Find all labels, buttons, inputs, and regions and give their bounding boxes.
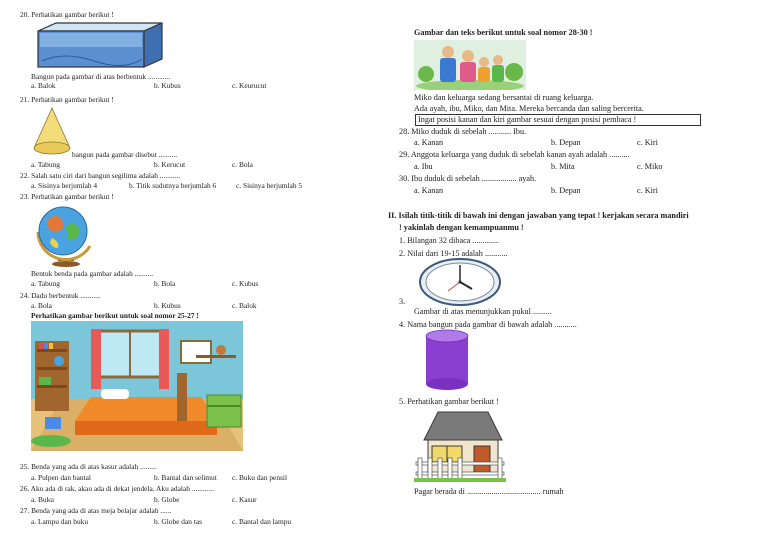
section-2-line-2: ! yakinlah dengan kemampuanmu !: [399, 223, 524, 232]
cone-icon: [32, 106, 72, 158]
q25-option-c: c. Buku dan pensil: [232, 473, 288, 482]
family-picture: [414, 40, 526, 90]
q30-option-b: b. Depan: [551, 186, 581, 195]
essay-4: 4. Nama bangun pada gambar di bawah adalah ...........: [399, 320, 577, 329]
q21-stem: bangun pada gambar disebut ..........: [72, 150, 178, 159]
q28-option-c: c. Kiri: [637, 138, 658, 147]
q25-option-b: b. Bantal dan selimut: [154, 473, 217, 482]
q29-option-b: b. Mita: [551, 162, 575, 171]
story-line-2: Ada ayah, ibu, Miko, dan Mita. Mereka bercanda dan saling bercerita.: [414, 104, 644, 113]
q29-option-c: c. Miko: [637, 162, 663, 171]
heading-25-27: Perhatikan gambar berikut untuk soal nomor 25-27 !: [31, 311, 199, 320]
q27-text: 27. Benda yang ada di atas meja belajar adalah ......: [20, 506, 172, 515]
q24-option-a: a. Bola: [31, 301, 52, 310]
q23-option-a: a. Tabung: [31, 279, 60, 288]
q23-stem: Bentuk benda pada gambar adalah ..........: [31, 269, 154, 278]
story-line-1: Miko dan keluarga sedang bersantai di ruang keluarga.: [414, 93, 594, 102]
heading-28-30: Gambar dan teks berikut untuk soal nomor 28-30 !: [414, 28, 593, 37]
q26-option-c: c. Kasur: [232, 495, 257, 504]
q27-option-b: b. Globe dan tas: [154, 517, 203, 526]
q21-text: 21. Perhatikan gambar berikut !: [20, 95, 114, 104]
globe-icon: [32, 202, 98, 268]
q28-text: 28. Miko duduk di sebelah ........... Ibu.: [399, 127, 527, 136]
q20-text: 20. Perhatikan gambar berikut !: [20, 10, 114, 19]
q25-text: 25. Benda yang ada di atas kasur adalah .........: [20, 462, 157, 471]
q30-text: 30. Ibu duduk di sebelah ................. ayah.: [399, 174, 537, 183]
house-picture: [414, 406, 506, 482]
essay-1: 1. Bilangan 32 dibaca .............: [399, 236, 500, 245]
q20-option-b: b. Kubus: [154, 81, 181, 90]
q22-option-b: b. Titik sudutnya berjumlah 6: [129, 181, 217, 190]
essay-3-number: 3.: [399, 297, 406, 306]
q24-text: 24. Dadu berbentuk ...........: [20, 291, 101, 300]
q22-option-a: a. Sisinya berjumlah 4: [31, 181, 98, 190]
note-text: Ingat posisi kanan dan kiri gambar sesuai dengan posisi pembaca !: [418, 115, 637, 124]
q30-option-a: a. Kanan: [414, 186, 444, 195]
q27-option-a: a. Lampu dan buku: [31, 517, 89, 526]
q23-option-c: c. Kubus: [232, 279, 259, 288]
essay-5: 5. Perhatikan gambar berikut !: [399, 397, 499, 406]
essay-5-answer: Pagar berada di .................................... rumah: [414, 487, 564, 496]
cylinder-icon: [424, 328, 470, 392]
q20-option-a: a. Balok: [31, 81, 56, 90]
q23-option-b: b. Bola: [154, 279, 176, 288]
essay-3: Gambar di atas menunjukkan pukul .........: [414, 307, 552, 316]
aquarium-icon: [34, 21, 166, 71]
q26-option-b: b. Globe: [154, 495, 180, 504]
q26-text: 26. Aku ada di rak, akau ada di dekat jendela. Aku adalah ............: [20, 484, 214, 493]
essay-2: 2. Nilai dari 19-15 adalah ...........: [399, 249, 508, 258]
q25-option-a: a. Pulpen dan bantal: [31, 473, 91, 482]
q20-option-c: c. Keurucut: [232, 81, 267, 90]
q28-option-a: a. Kanan: [414, 138, 444, 147]
q21-option-a: a. Tabung: [31, 160, 60, 169]
q29-option-a: a. Ibu: [414, 162, 433, 171]
q24-option-c: c. Balok: [232, 301, 257, 310]
q22-text: 22. Salah satu ciri dari bangun segilima adalah ...........: [20, 171, 181, 180]
q26-option-a: a. Buku: [31, 495, 54, 504]
bedroom-picture: [31, 321, 243, 451]
q30-option-c: c. Kiri: [637, 186, 658, 195]
q23-text: 23. Perhatikan gambar berikut !: [20, 192, 114, 201]
q28-option-b: b. Depan: [551, 138, 581, 147]
q29-text: 29. Anggota keluarga yang duduk di sebelah kanan ayah adalah ..........: [399, 150, 630, 159]
clock-icon: [418, 257, 502, 307]
q21-option-b: b. Kerucut: [154, 160, 186, 169]
section-2-line-1: II. Isilah titik-titik di bawah ini dengan jawaban yang tepat ! kerjakan secara mandiri: [388, 211, 689, 220]
q27-option-c: c. Bantal dan lampu: [232, 517, 292, 526]
q22-option-c: c. Sisinya berjumlah 5: [236, 181, 303, 190]
q24-option-b: b. Kubus: [154, 301, 181, 310]
q21-option-c: c. Bola: [232, 160, 253, 169]
q20-stem: Bangun pada gambar di atas berbentuk ............: [31, 72, 171, 81]
